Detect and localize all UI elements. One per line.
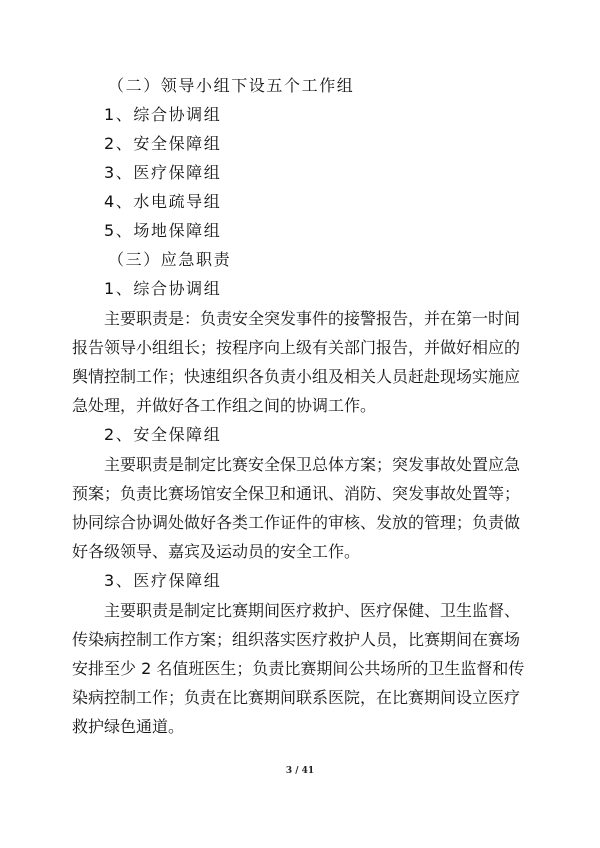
paragraph-line: 预案；负责比赛场馆安全保卫和通讯、消防、突发事故处置等； xyxy=(72,484,521,503)
paragraph-line: 急处理，并做好各工作组之间的协调工作。 xyxy=(72,396,377,415)
paragraph-line: 舆情控制工作；快速组织各负责小组及相关人员赶赴现场实施应 xyxy=(72,367,521,386)
list-item: 3、医疗保障组 xyxy=(104,163,222,182)
paragraph-line: 协同综合协调处做好各类工作证件的审核、发放的管理；负责做 xyxy=(72,513,521,532)
group-title: 3、医疗保障组 xyxy=(104,571,222,590)
list-item: 1、综合协调组 xyxy=(104,105,222,124)
paragraph-line: 安排至少 2 名值班医生；负责比赛期间公共场所的卫生监督和传 xyxy=(72,659,525,678)
paragraph-line: 主要职责是制定比赛期间医疗救护、医疗保健、卫生监督、 xyxy=(104,601,521,620)
paragraph-line: 染病控制工作；负责在比赛期间联系医院，在比赛期间设立医疗 xyxy=(72,688,521,707)
paragraph-line: 主要职责是：负责安全突发事件的接警报告，并在第一时间 xyxy=(104,309,521,328)
list-item: 5、场地保障组 xyxy=(104,221,222,240)
paragraph-line: 救护绿色通道。 xyxy=(72,717,185,736)
group-title: 1、综合协调组 xyxy=(104,279,222,298)
section-heading: （二）领导小组下设五个工作组 xyxy=(108,76,355,95)
paragraph-line: 好各级领导、嘉宾及运动员的安全工作。 xyxy=(72,542,361,561)
paragraph-line: 传染病控制工作方案；组织落实医疗救护人员，比赛期间在赛场 xyxy=(72,630,521,649)
list-item: 4、水电疏导组 xyxy=(104,192,222,211)
list-item: 2、安全保障组 xyxy=(104,134,222,153)
paragraph-line: 主要职责是制定比赛安全保卫总体方案；突发事故处置应急 xyxy=(104,455,521,474)
section-heading: （三）应急职责 xyxy=(108,250,232,269)
paragraph-line: 报告领导小组组长；按程序向上级有关部门报告，并做好相应的 xyxy=(72,338,521,357)
page-number: 3 / 41 xyxy=(285,766,315,776)
group-title: 2、安全保障组 xyxy=(104,425,222,444)
